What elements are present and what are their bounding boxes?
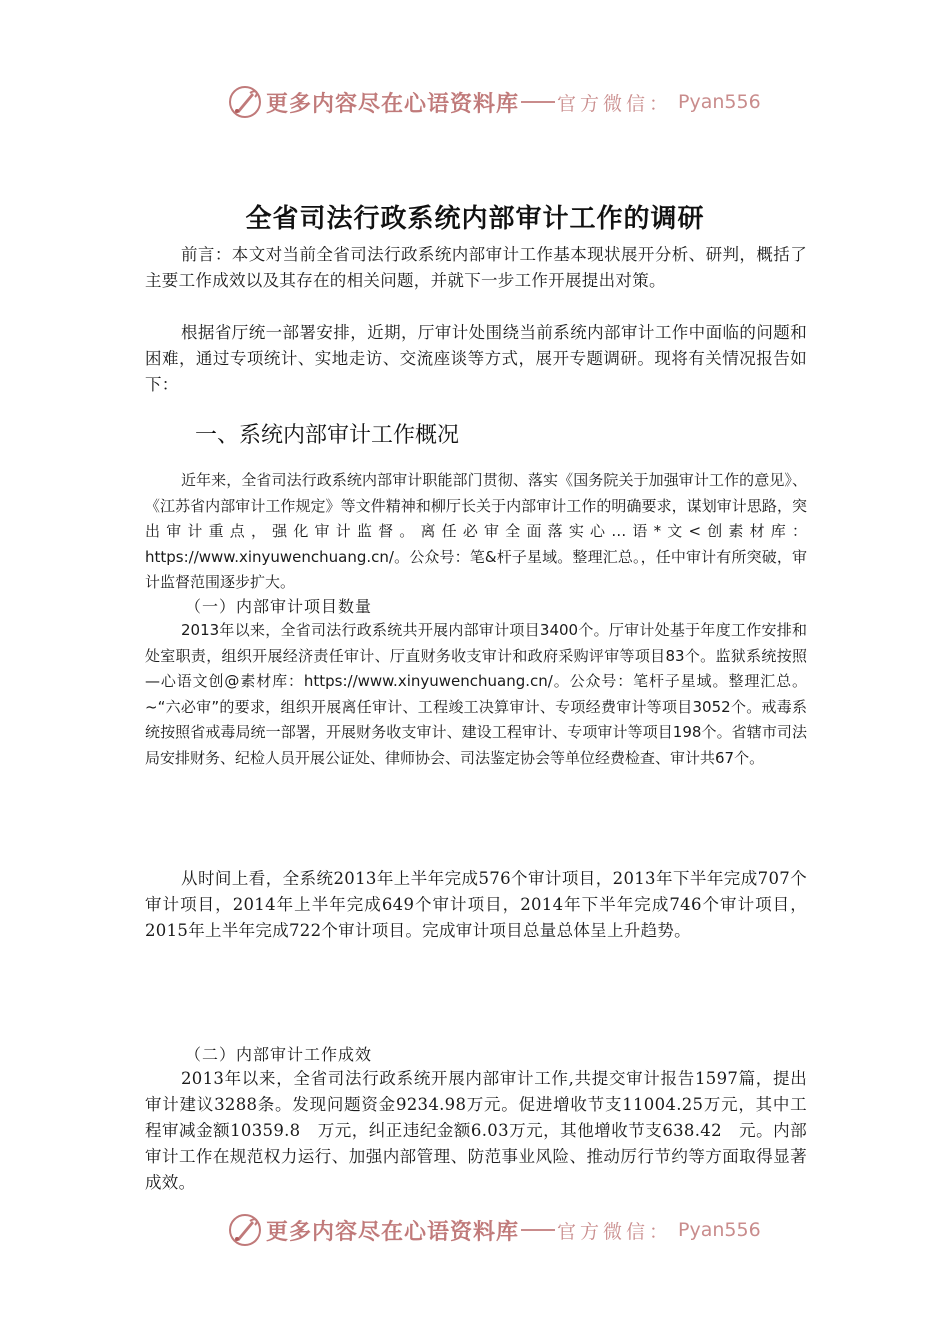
header-watermark <box>228 82 761 122</box>
quill-logo-icon <box>228 1213 262 1247</box>
watermark-wechat-label: 官方微信： <box>557 1220 673 1243</box>
overview-paragraph: 近年来，全省司法行政系统内部审计职能部门贯彻、落实《国务院关于加强审计工作的意见》、《江苏省内部审计工作规定》等文件精神和柳厅长关于内部审计工作的明确要求，谋划审计思路，突出审计重点，强化审计监督。离任必审全面落实心…语*文<创素材库：https://www.xinyuwenchuang.cn/。公众号：笔&杆子星域。整理汇总。，任中审计有所突破，审计监督范围逐步扩大。 <box>145 471 807 591</box>
project-count-paragraph: 2013年以来，全省司法行政系统共开展内部审计项目3400个。厅审计处基于年度工作安排和处室职责，组织开展经济责任审计、厅直财务收支审计和政府采购评审等项目83个。监狱系统按照—心语文创@素材库：https://www.xinyuwenchuang.cn/。公众号：笔杆子星域。整理汇总。~“六必审”的要求，组织开展离任审计、工程竣工决算审计、专项经费审计等项目3052个。戒毒系统按照省戒毒局统一部署，开展财务收支审计、建设工程审计、专项审计等项目198个。省辖市司法局安排财务、纪检人员开展公证处、律师协会、司法鉴定协会等单位经费检查、审计共67个。 <box>145 621 807 767</box>
watermark-brand: 更多内容尽在心语资料库 <box>266 1218 520 1245</box>
watermark-wechat-label: 官方微信： <box>557 92 673 115</box>
section-heading-overview: 一、系统内部审计工作概况 <box>195 423 460 448</box>
achievements-paragraph: 2013年以来，全省司法行政系统开展内部审计工作,共提交审计报告1597篇，提出审计建议3288条。发现问题资金9234.98万元。促进增收节支11004.25万元，其中工程审减金额10359.8 万元，纠正违纪金额6.03万元，其他增收节支638.42 元。内部审计工作在规范权力运行、加强内部管理、防范事业风险、推动厉行节约等方面取得显著成效。 <box>145 1069 807 1192</box>
document-title: 全省司法行政系统内部审计工作的调研 <box>245 204 705 234</box>
preface-paragraph: 前言：本文对当前全省司法行政系统内部审计工作基本现状展开分析、研判，概括了主要工作成效以及其存在的相关问题，并就下一步工作开展提出对策。 <box>145 245 807 290</box>
sub-heading-achievements: （二）内部审计工作成效 <box>185 1045 373 1064</box>
watermark-dash <box>521 1229 555 1231</box>
timeline-paragraph: 从时间上看，全系统2013年上半年完成576个审计项目，2013年下半年完成707个审计项目，2014年上半年完成649个审计项目，2014年下半年完成746个审计项目，2015年上半年完成722个审计项目。完成审计项目总量总体呈上升趋势。 <box>145 869 807 940</box>
watermark-dash <box>521 101 555 103</box>
intro-paragraph: 根据省厅统一部署安排，近期，厅审计处围绕当前系统内部审计工作中面临的问题和困难，通过专项统计、实地走访、交流座谈等方式，展开专题调研。现将有关情况报告如下： <box>145 323 807 394</box>
quill-logo-icon <box>228 85 262 119</box>
watermark-wechat-id: Pyan556 <box>678 91 761 113</box>
sub-heading-project-count: （一）内部审计项目数量 <box>185 597 373 616</box>
watermark-brand: 更多内容尽在心语资料库 <box>266 90 520 117</box>
footer-watermark <box>228 1210 761 1250</box>
watermark-wechat-id: Pyan556 <box>678 1219 761 1241</box>
